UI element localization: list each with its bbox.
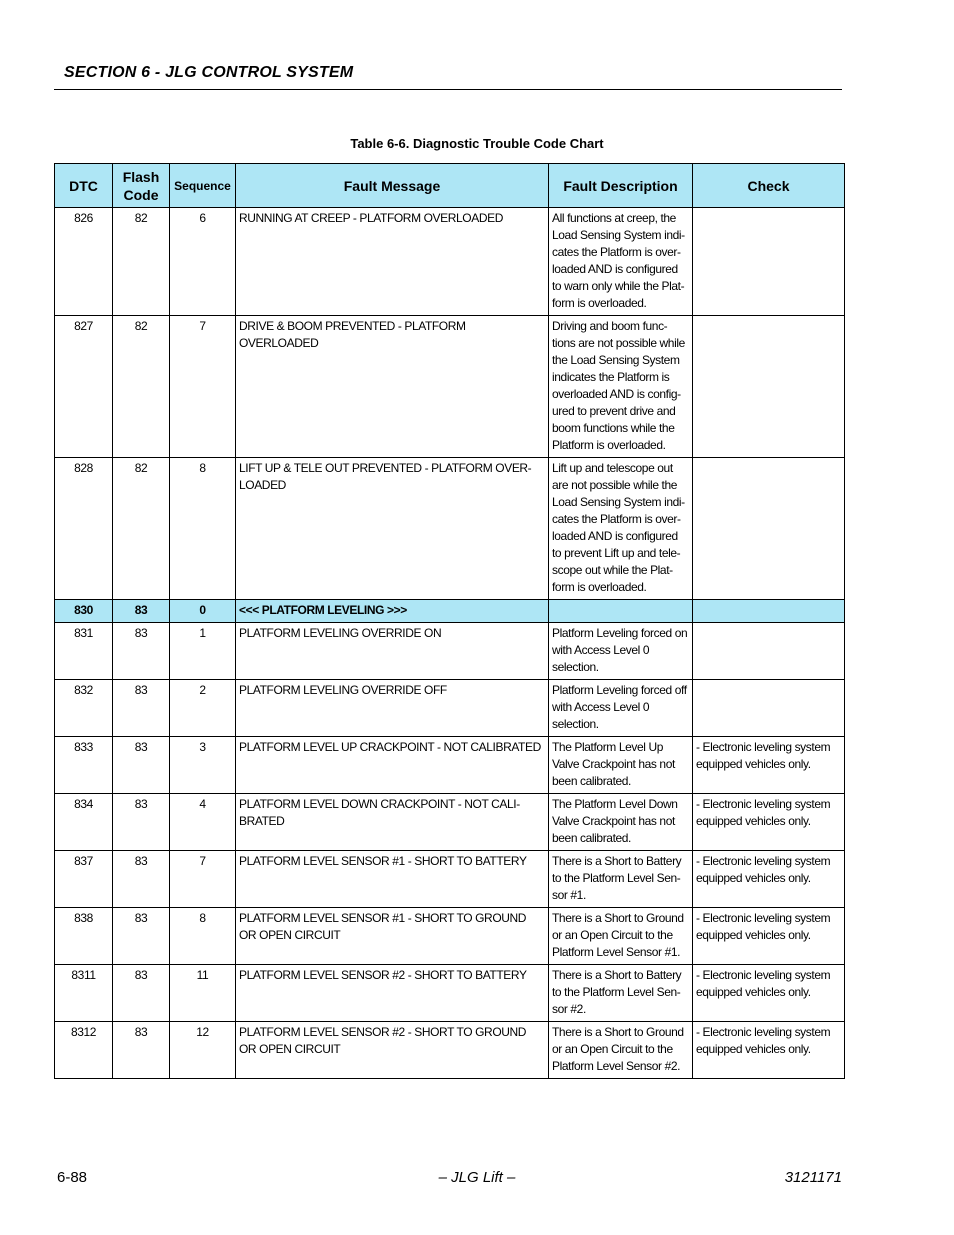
cell-check xyxy=(693,316,845,458)
cell-sequence: 12 xyxy=(170,1022,236,1079)
column-header-dtc: DTC xyxy=(55,164,113,208)
cell-fault-message: PLATFORM LEVEL SENSOR #1 - SHORT TO BATTERY xyxy=(236,851,549,908)
cell-fault-description: The Platform Level Up Valve Crackpoint has not been calibrated. xyxy=(549,737,693,794)
cell-sequence: 7 xyxy=(170,851,236,908)
table-row xyxy=(55,208,845,316)
cell-dtc: 838 xyxy=(55,908,113,965)
table-row xyxy=(55,908,845,965)
cell-sequence: 8 xyxy=(170,908,236,965)
cell-fault-description: There is a Short to Battery to the Platform Level Sen-sor #2. xyxy=(549,965,693,1022)
table-row xyxy=(55,458,845,600)
table-row xyxy=(55,316,845,458)
document-number: 3121171 xyxy=(784,1169,842,1186)
cell-flash-code: 83 xyxy=(113,600,170,623)
cell-flash-code: 83 xyxy=(113,794,170,851)
cell-flash-code: 83 xyxy=(113,1022,170,1079)
cell-dtc: 832 xyxy=(55,680,113,737)
table-row xyxy=(55,623,845,680)
table-row xyxy=(55,794,845,851)
cell-fault-description: All functions at creep, the Load Sensing System indi-cates the Platform is over-loaded AND is configured to warn only while the Plat-form is overloaded. xyxy=(549,208,693,316)
column-header-fault-description: Fault Description xyxy=(549,164,693,208)
table-row xyxy=(55,1022,845,1079)
header-divider xyxy=(54,89,842,90)
cell-flash-code: 83 xyxy=(113,908,170,965)
cell-check xyxy=(693,600,845,623)
cell-fault-message: <<< PLATFORM LEVELING >>> xyxy=(236,600,549,623)
cell-sequence: 6 xyxy=(170,208,236,316)
cell-sequence: 0 xyxy=(170,600,236,623)
cell-fault-message: DRIVE & BOOM PREVENTED - PLATFORM OVERLOADED xyxy=(236,316,549,458)
column-header-flash-code: Flash Code xyxy=(113,164,170,208)
cell-fault-description: There is a Short to Ground or an Open Circuit to the Platform Level Sensor #2. xyxy=(549,1022,693,1079)
cell-fault-description: Platform Leveling forced off with Access Level 0 selection. xyxy=(549,680,693,737)
table-caption: Table 6-6. Diagnostic Trouble Code Chart xyxy=(350,136,604,151)
cell-sequence: 1 xyxy=(170,623,236,680)
cell-fault-message: PLATFORM LEVELING OVERRIDE ON xyxy=(236,623,549,680)
cell-check xyxy=(693,680,845,737)
cell-check: - Electronic leveling system equipped vehicles only. xyxy=(693,1022,845,1079)
cell-fault-description: There is a Short to Ground or an Open Circuit to the Platform Level Sensor #1. xyxy=(549,908,693,965)
cell-check xyxy=(693,623,845,680)
footer-publisher: – JLG Lift – xyxy=(438,1169,516,1186)
table-row xyxy=(55,680,845,737)
cell-fault-message: PLATFORM LEVEL UP CRACKPOINT - NOT CALIBRATED xyxy=(236,737,549,794)
cell-sequence: 2 xyxy=(170,680,236,737)
cell-fault-description: The Platform Level Down Valve Crackpoint has not been calibrated. xyxy=(549,794,693,851)
cell-fault-description: There is a Short to Battery to the Platform Level Sen-sor #1. xyxy=(549,851,693,908)
cell-fault-message: PLATFORM LEVEL SENSOR #2 - SHORT TO BATTERY xyxy=(236,965,549,1022)
cell-flash-code: 83 xyxy=(113,680,170,737)
cell-check xyxy=(693,208,845,316)
cell-dtc: 8312 xyxy=(55,1022,113,1079)
table-header-row xyxy=(55,164,845,208)
cell-check: - Electronic leveling system equipped vehicles only. xyxy=(693,737,845,794)
cell-check: - Electronic leveling system equipped vehicles only. xyxy=(693,851,845,908)
diagnostic-trouble-code-table xyxy=(54,163,845,1079)
cell-flash-code: 83 xyxy=(113,737,170,794)
cell-fault-description xyxy=(549,600,693,623)
cell-dtc: 837 xyxy=(55,851,113,908)
cell-check: - Electronic leveling system equipped vehicles only. xyxy=(693,794,845,851)
column-header-sequence: Sequence xyxy=(170,164,236,208)
cell-fault-message: PLATFORM LEVEL SENSOR #1 - SHORT TO GROUND OR OPEN CIRCUIT xyxy=(236,908,549,965)
cell-flash-code: 82 xyxy=(113,316,170,458)
cell-dtc: 826 xyxy=(55,208,113,316)
cell-dtc: 831 xyxy=(55,623,113,680)
cell-dtc: 8311 xyxy=(55,965,113,1022)
cell-dtc: 828 xyxy=(55,458,113,600)
cell-flash-code: 83 xyxy=(113,851,170,908)
cell-flash-code: 83 xyxy=(113,965,170,1022)
cell-sequence: 3 xyxy=(170,737,236,794)
table-row xyxy=(55,737,845,794)
table-row xyxy=(55,851,845,908)
cell-sequence: 11 xyxy=(170,965,236,1022)
cell-flash-code: 83 xyxy=(113,623,170,680)
cell-dtc: 830 xyxy=(55,600,113,623)
page-number: 6-88 xyxy=(57,1169,88,1186)
cell-fault-message: RUNNING AT CREEP - PLATFORM OVERLOADED xyxy=(236,208,549,316)
cell-check: - Electronic leveling system equipped vehicles only. xyxy=(693,965,845,1022)
cell-dtc: 833 xyxy=(55,737,113,794)
section-title: SECTION 6 - JLG CONTROL SYSTEM xyxy=(64,64,354,81)
cell-check: - Electronic leveling system equipped vehicles only. xyxy=(693,908,845,965)
column-header-fault-message: Fault Message xyxy=(236,164,549,208)
cell-fault-message: LIFT UP & TELE OUT PREVENTED - PLATFORM OVER-LOADED xyxy=(236,458,549,600)
cell-check xyxy=(693,458,845,600)
cell-dtc: 827 xyxy=(55,316,113,458)
cell-fault-description: Driving and boom func-tions are not possible while the Load Sensing System indicates the Platform is overloaded AND is config-ured to prevent drive and boom functions while the Platform is overloaded. xyxy=(549,316,693,458)
table-subheader-row xyxy=(55,600,845,623)
cell-sequence: 8 xyxy=(170,458,236,600)
cell-sequence: 4 xyxy=(170,794,236,851)
cell-fault-description: Platform Leveling forced on with Access Level 0 selection. xyxy=(549,623,693,680)
cell-dtc: 834 xyxy=(55,794,113,851)
cell-flash-code: 82 xyxy=(113,208,170,316)
cell-fault-description: Lift up and telescope out are not possible while the Load Sensing System indi-cates the Platform is over-loaded AND is configured to prevent Lift up and tele-scope out while the Plat-form is overloaded. xyxy=(549,458,693,600)
cell-fault-message: PLATFORM LEVEL SENSOR #2 - SHORT TO GROUND OR OPEN CIRCUIT xyxy=(236,1022,549,1079)
cell-fault-message: PLATFORM LEVEL DOWN CRACKPOINT - NOT CALI-BRATED xyxy=(236,794,549,851)
column-header-check: Check xyxy=(693,164,845,208)
cell-sequence: 7 xyxy=(170,316,236,458)
cell-fault-message: PLATFORM LEVELING OVERRIDE OFF xyxy=(236,680,549,737)
table-row xyxy=(55,965,845,1022)
cell-flash-code: 82 xyxy=(113,458,170,600)
